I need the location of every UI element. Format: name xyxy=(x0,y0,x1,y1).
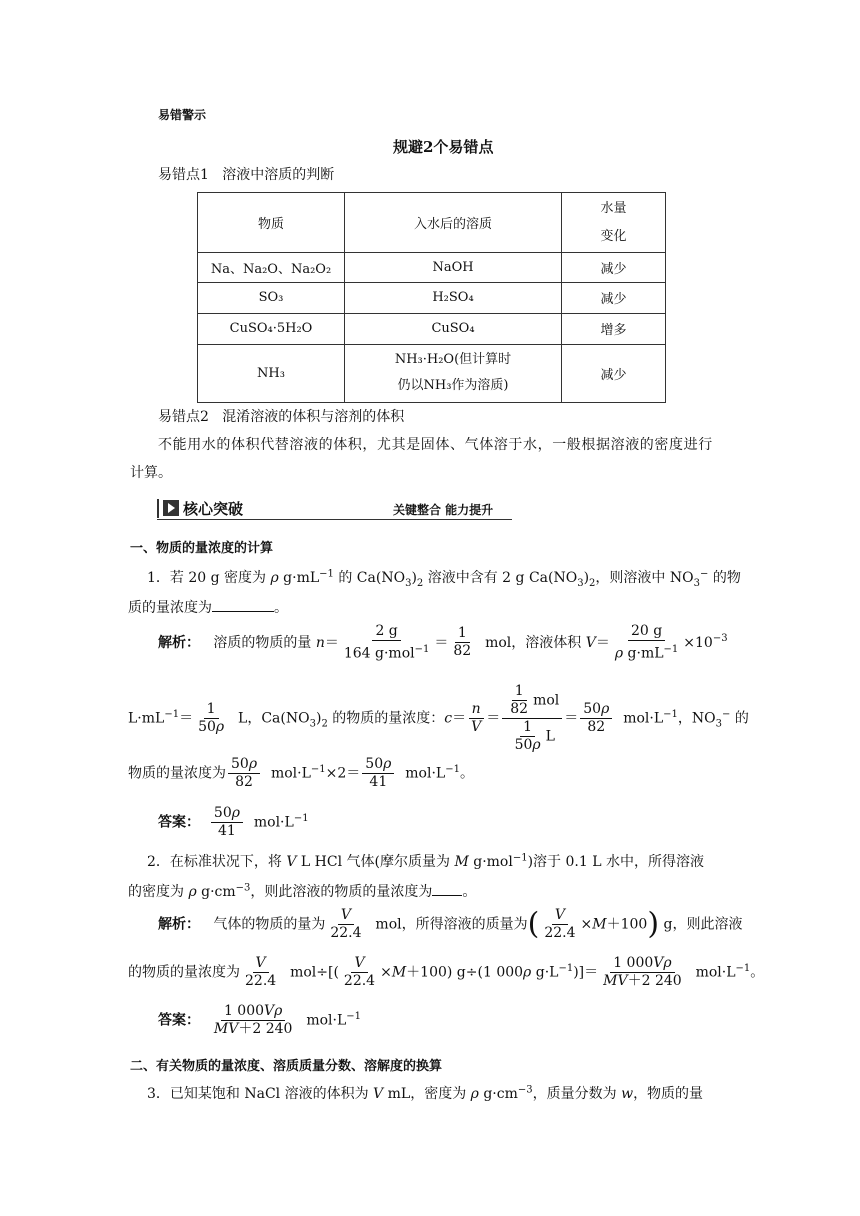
q3-line1: 3．已知某饱和 NaCl 溶液的体积为 V mL，密度为 ρ $g\cdot cm^{-3}$，质量分数为 w，物质的量 xyxy=(147,1084,704,1102)
q1-analysis-line3: 物质的量浓度为 $\frac{50\rho}{82}$ $mol\cdot L^{-1}\times 2=$ $\frac{50\rho}{41}$ $mol\cdot L^{-1}$。 xyxy=(128,756,474,790)
table-cell: 减少 xyxy=(562,344,666,402)
core-breakthrough-banner xyxy=(157,497,512,520)
q2-analysis-line2: 的物质的量浓度为 $\frac{V}{22.4}$ mol÷[( $\frac{V}{22.4}$ ×M＋100) g÷(1 000ρ $g\cdot L^{-1})]=$ $\frac{1 000V\rho}{MV+2 240}$ $mol\cdot L^{-1}$。 xyxy=(128,955,765,989)
q1-analysis-line1: 解析： 溶质的物质的量 n＝ $\frac{2 g}{164 g\cdot mol^{-1}}$ ＝ $\frac{1}{82}$ mol，溶液体积 V＝ $\frac{20 g}{\rho g\cdot mL^{-1}}$ $\times 10^{-3}$ xyxy=(158,623,728,662)
banner-title: 核心突破 xyxy=(183,500,244,518)
answer-label: 答案： xyxy=(158,1012,200,1029)
banner-bar xyxy=(157,499,159,518)
table-cell: NaOH xyxy=(345,253,562,283)
section1-heading: 一、物质的量浓度的计算 xyxy=(130,541,274,556)
table-header-substance: 物质 xyxy=(198,193,345,253)
table-cell: CuSO₄ xyxy=(345,313,562,344)
table-cell: SO₃ xyxy=(198,283,345,313)
point1-label: 易错点1 xyxy=(158,167,209,183)
point2-body-line1: 不能用水的体积代替溶液的体积，尤其是固体、气体溶于水，一般根据溶液的密度进行 xyxy=(158,437,713,453)
q2-line1: 2．在标准状况下，将 V L HCl 气体(摩尔质量为 M g·mol$^{-1}$)溶于 0.1 L 水中，所得溶液 xyxy=(147,852,704,870)
answer-label: 答案： xyxy=(158,814,200,831)
point1-text: 溶液中溶质的判断 xyxy=(222,167,335,183)
play-icon xyxy=(163,500,179,516)
table-cell: 减少 xyxy=(562,253,666,283)
point2-body-line2: 计算。 xyxy=(130,465,172,481)
warning-header: 易错警示 xyxy=(158,108,207,122)
point2-line xyxy=(158,406,404,426)
q1-answer: 答案： $\frac{50\rho}{41}$ $mol\cdot L^{-1}$ xyxy=(158,805,309,839)
q2-line2: 的密度为 ρ $g\cdot cm^{-3}$，则此溶液的物质的量浓度为 。 xyxy=(128,882,477,900)
section2-heading: 二、有关物质的量浓度、溶质质量分数、溶解度的换算 xyxy=(130,1059,443,1074)
table-header-water-line2: 变化 xyxy=(600,228,627,244)
table-header-water-line1: 水量 xyxy=(600,200,627,216)
table-cell: CuSO₄·5H₂O xyxy=(198,313,345,344)
answer-blank xyxy=(432,883,462,896)
q1-analysis-line2: $L\cdot mL^{-1}=$ $\frac{1}{50\rho}$ L，$Ca(NO_3)_2$ 的物质的量浓度：c＝ $\frac{n}{V}$ ＝ $\frac{1}{82}$ mol $\frac{1}{50\rho}$ L ＝ $\frac{50\rho}{82}$ $mol\cdot L^{-1}$，$NO_3^-$ 的 xyxy=(128,683,749,753)
point1-line xyxy=(158,164,334,184)
page-title: 规避2个易错点 xyxy=(393,138,494,156)
table-header-solute: 入水后的溶质 xyxy=(345,193,562,253)
table-cell: NH₃ xyxy=(198,344,345,402)
q1-line1: 1．若 20 g 密度为 ρ $g\cdot mL^{-1}$ 的 $Ca(NO_3)_2$ 溶液中含有 2 g $Ca(NO_3)_2$，则溶液中 $NO_3^-$ 的物 xyxy=(147,568,741,589)
table-cell xyxy=(345,344,562,402)
solute-table xyxy=(197,192,666,403)
table-header-water xyxy=(562,193,666,253)
q2-analysis-line1: 解析： 气体的物质的量为 $\frac{V}{22.4}$ mol，所得溶液的质量为( $\frac{V}{22.4}$ ×M＋100) g，则此溶液 xyxy=(158,906,743,942)
table-cell: H₂SO₄ xyxy=(345,283,562,313)
answer-blank xyxy=(212,599,274,612)
table-cell-line1: NH₃·H₂O(但计算时 xyxy=(394,352,512,368)
table-cell: Na、Na₂O、Na₂O₂ xyxy=(198,253,345,283)
point2-text: 混淆溶液的体积与溶剂的体积 xyxy=(222,409,405,425)
q1-line2: 质的量浓度为 。 xyxy=(128,600,288,616)
point2-label: 易错点2 xyxy=(158,409,209,425)
table-cell: 增多 xyxy=(562,313,666,344)
analysis-label: 解析： xyxy=(158,916,200,933)
analysis-label: 解析： xyxy=(158,634,200,651)
q2-answer: 答案： $\frac{1 000V\rho}{MV+2 240}$ $mol\cdot L^{-1}$ xyxy=(158,1003,362,1037)
table-cell: 减少 xyxy=(562,283,666,313)
banner-subtitle: 关键整合 能力提升 xyxy=(393,503,494,517)
table-cell-line2: 仍以NH₃作为溶质) xyxy=(397,378,509,394)
